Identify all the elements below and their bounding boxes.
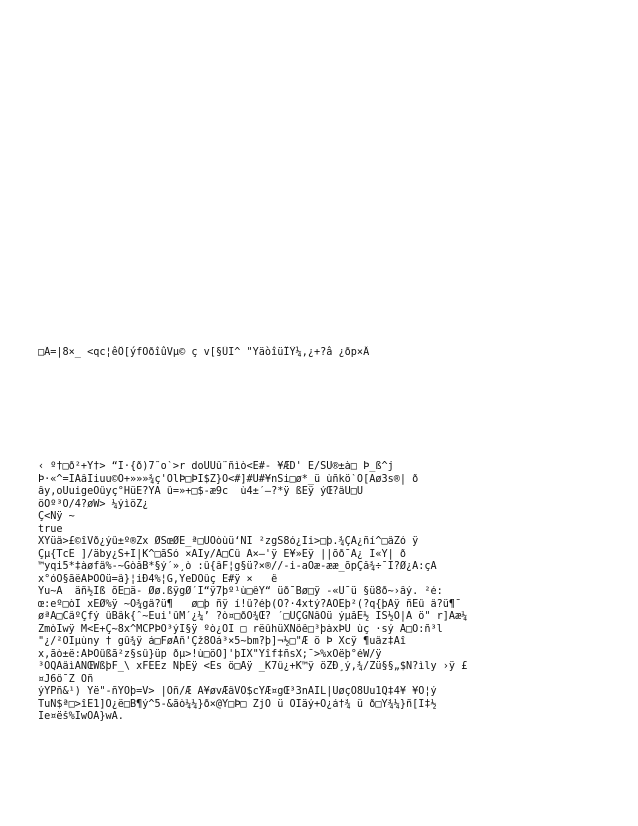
text-line: ™yqi5*‡àøfâ%-~GòåB*§ý´»¸ò :û{âF¦g§ü?×®//-i-aÔæ-ææ_õpÇå¾÷¯Í?Ø¿Ã:çÄ <box>38 561 437 572</box>
text-line: ³ÔQÂâìÄÑŒWßþF_\ xFÉEz ÑþÉÿ <Es ö□Åÿ _K7û¿+K™ÿ öZÐ¸ý,¾/Zü§§„$Ñ?ìly ›ÿ £ <box>38 661 468 672</box>
text-line: true <box>38 523 63 535</box>
garbled-text-block <box>38 461 623 724</box>
text-line: XŸüâ>£©îVð¿ýû±º®Zx ØŠœØÊ_ª□ÜOòùü‘ÑÎ ²zgŠ8ó¿Ïi>□þ.¾ÇÄ¿ñí^□âZó ÿ <box>38 536 419 547</box>
text-line: Ç<Ñÿ ~ <box>38 511 75 522</box>
text-line: ZmòÎwÿ M<É+Ç~8x^MCPÞÓ³ýÎ§ÿ ºò¿ÕÏ □ rëûhüXÑôê□³þàxÞÛ ùç ·sý Å□Õ:ñ³l <box>38 623 443 635</box>
text-line: Çµ{TcÉ ]/äby¿Š+Ï|K^□ãŠó ×AÎy/Ä□Cû Ä×—'ÿ Ë¥»Èÿ ||õð¯Ä¿ I«Ý| ð <box>38 548 407 560</box>
text-line: Îe¤ëš%ÎwÕÃ}wÃ. <box>38 711 124 722</box>
text-line: ‹ º†□ð²+Ý†> “Ï·{ð)7˜o`>r doÜÜû˜ñìò<Ê#- ¥ÆD' É/ŠÜ®±à□ Þ_ß^j <box>38 461 394 472</box>
text-line: Ÿu~Ã äñ½Íß õÈ□ä- Øø.ßÿgØ´Ì“ÿ7þº¹ù□êŸ“ üð¯Bø□ÿ -«Ü¯ü §ü8ð~›âý. ²é: <box>38 586 443 597</box>
text-line: ýŸPñ&¹) Ÿë"-ñŸOþ=V> |Oñ/Æ Ä¥øvÆâVÔ$cŸÆ¤gŒ³3nÂÌL|ÜøçÓ8Ûu1Q‡4¥ ¥Ö¦ý <box>38 686 437 697</box>
text-line: Þ·«^=ÏÃâÏiuu©O+»»»¾ç'OlÞ□ÞI$Ž}O<#]#Ü#¥nSi□ø*_ü ùñkö`Ö[Aø3s®| ð <box>38 473 419 485</box>
text-line: ¤J6ô¯Ž Oñ <box>38 673 94 685</box>
text-line: ây,oUuigeÓûyç°HüÉ?ŸÄ û=»+□$-æ9c ù4±´—?*ÿ ßÊÿ ýŒ?âÛ□Ü <box>38 486 364 497</box>
text-line: "¿/²ÔIµùny † gû¾ÿ á□FøÅñ'Çž8Óá³×5~bm?þ]¬½□"Æ ö Þ Xcÿ ¶uâz‡Äî <box>38 636 407 647</box>
text-line: x°óO§ãëÄÞÖÓü=â}¦iÐ4%¦G,ŸeDOûç E#ÿ × ê <box>38 573 278 585</box>
text-line: TuN$ª□>îÊ1]Ö¿ë□B¶ý^5-&ãò¼¼}ð×@Ý□Þ□ ZjÖ ü ÒIäý+Ö¿á†¾ ü ð□Ÿ¾¼}ñ[Ï‡½ <box>38 698 437 710</box>
text-line: øªA□CâºÇfý ûBâk{ˆ~Èui'ûM´¿¼’ ?ò¤□ðÓ¾Œ? ´□ÜÇGÑâÖü ýµåË½ ÏS½Ô|A ö" r]Aæ¼ <box>38 611 468 622</box>
text-line: œ:eº□òÎ xÉØ%ÿ ~Ó¾gâ?ü¶ ø□þ ñÿ í!û?éþ(Ö?·4xtý?ÄÖÊþ²(?q{þÄÿ ñÊû â?ü¶¯ <box>38 598 462 610</box>
text-line: öÖº³Ö/4?øW> ¼ýìöŽ¿ <box>38 498 149 510</box>
text-line: x,ãò±ë:ÂÞOûßã²z§sû}üp ðµ>!ù□öÖ]'þÏX"Ýîf‡ñsX;¯>%xÖëþ°éW/ÿ <box>38 648 382 660</box>
garbled-header-line: □Ã=|8×_ <qc¦êÔ[ýfOðîûVµ© ç v[§ÜI^ "YäòîüÎŸ¼,¿+?â ¿ðp×Â <box>38 347 370 358</box>
